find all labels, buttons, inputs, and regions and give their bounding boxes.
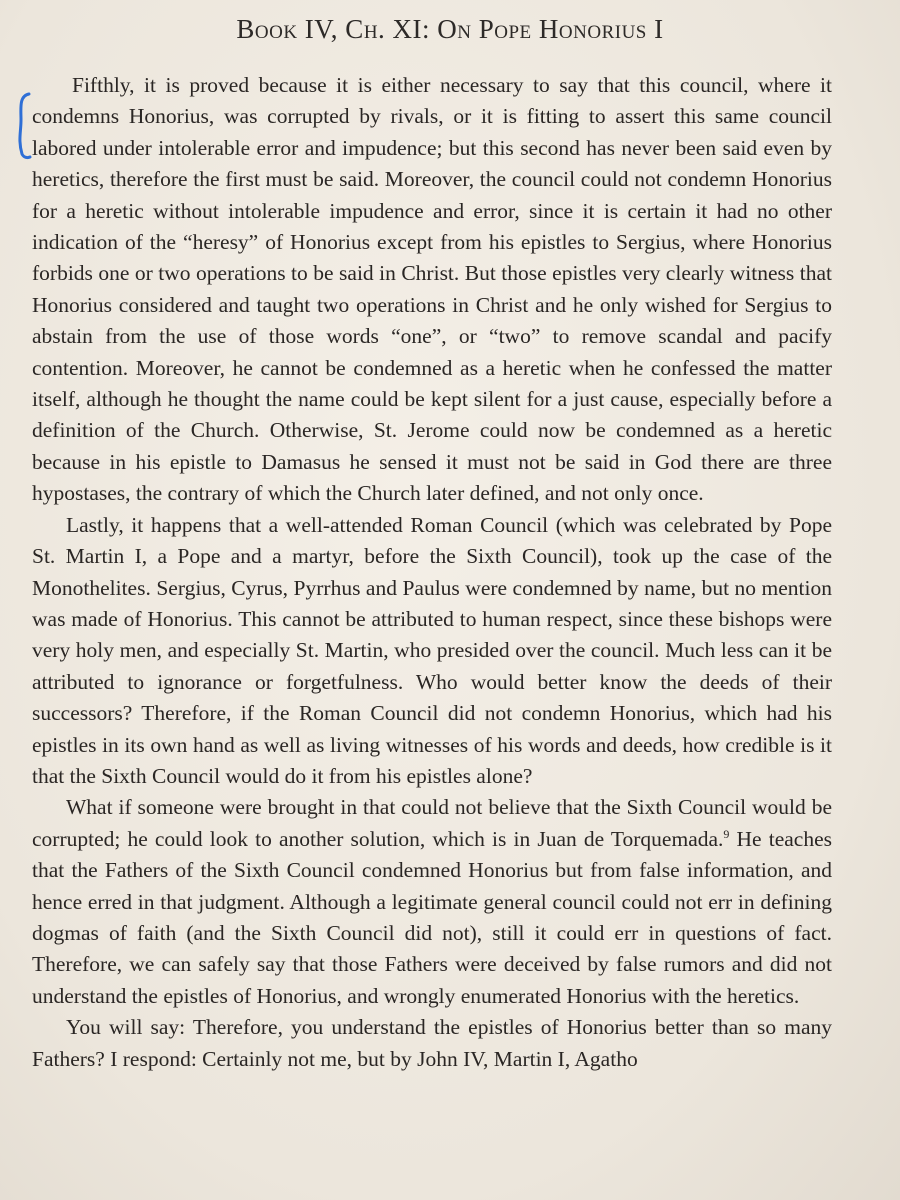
- paragraph-what-if-continuation: He teaches that the Fathers of the Sixth Council condemned Honorius but from false information, and hence erred in that judgment. Although a legitimate general council could not err in defining dogmas of faith (and the Sixth Council did not), still it could err in questions of fact. Therefore, we can safely say that those Fathers were deceived by false rumors and did not understand the epistles of Honorius, and wrongly enumerated Honorius with the heretics.: [32, 826, 832, 1008]
- pen-bracket-annotation: [12, 90, 34, 160]
- paragraph-what-if-text: What if someone were brought in that could not believe that the Sixth Council would be corrupted; he could look to another solution, which is in Juan de Torquemada.: [32, 795, 832, 851]
- paragraph-fifthly: Fifthly, it is proved because it is either necessary to say that this council, where it condemns Honorius, was corrupted by rivals, or it is fitting to assert this same council labored under intolerable error and impudence; but this second has never been said even by heretics, therefore the first must be said. Moreover, the council could not condemn Honorius for a heretic without intolerable impudence and error, since it is certain it had no other indication of the “heresy” of Honorius except from his epistles to Sergius, where Honorius forbids one or two operations to be said in Christ. But those epistles very clearly witness that Honorius considered and taught two operations in Christ and he only wished for Sergius to abstain from the use of those words “one”, or “two” to remove scandal and pacify contention. Moreover, he cannot be condemned as a heretic when he confessed the matter itself, although he thought the name could be kept silent for a just cause, especially before a definition of the Church. Otherwise, St. Jerome could now be condemned as a heretic because in his epistle to Damasus he sensed it must not be said in God there are three hypostases, the contrary of which the Church later defined, and not only once.: [32, 73, 832, 506]
- paragraph-you-will-say: You will say: Therefore, you understand the epistles of Honorius better than so many Fathers? I respond: Certainly not me, but by John IV, Martin I, Agatho: [32, 1015, 832, 1071]
- running-header: Book IV, Ch. XI: On Pope Honorius I: [236, 14, 664, 44]
- body-text: [32, 70, 832, 1075]
- paragraph-lastly: Lastly, it happens that a well-attended Roman Council (which was celebrated by Pope St. Martin I, a Pope and a martyr, before the Sixth Council), took up the case of the Monothelites. Sergius, Cyrus, Pyrrhus and Paulus were condemned by name, but no mention was made of Honorius. This cannot be attributed to human respect, since these bishops were very holy men, and especially St. Martin, who presided over the council. Much less can it be attributed to ignorance or forgetfulness. Who would better know the deeds of their successors? Therefore, if the Roman Council did not condemn Honorius, which had his epistles in its own hand as well as living witnesses of his words and deeds, how credible is it that the Sixth Council would do it from his epistles alone?: [32, 512, 832, 788]
- paragraph-what-if: [32, 792, 832, 1012]
- footnote-marker: 9: [723, 826, 730, 841]
